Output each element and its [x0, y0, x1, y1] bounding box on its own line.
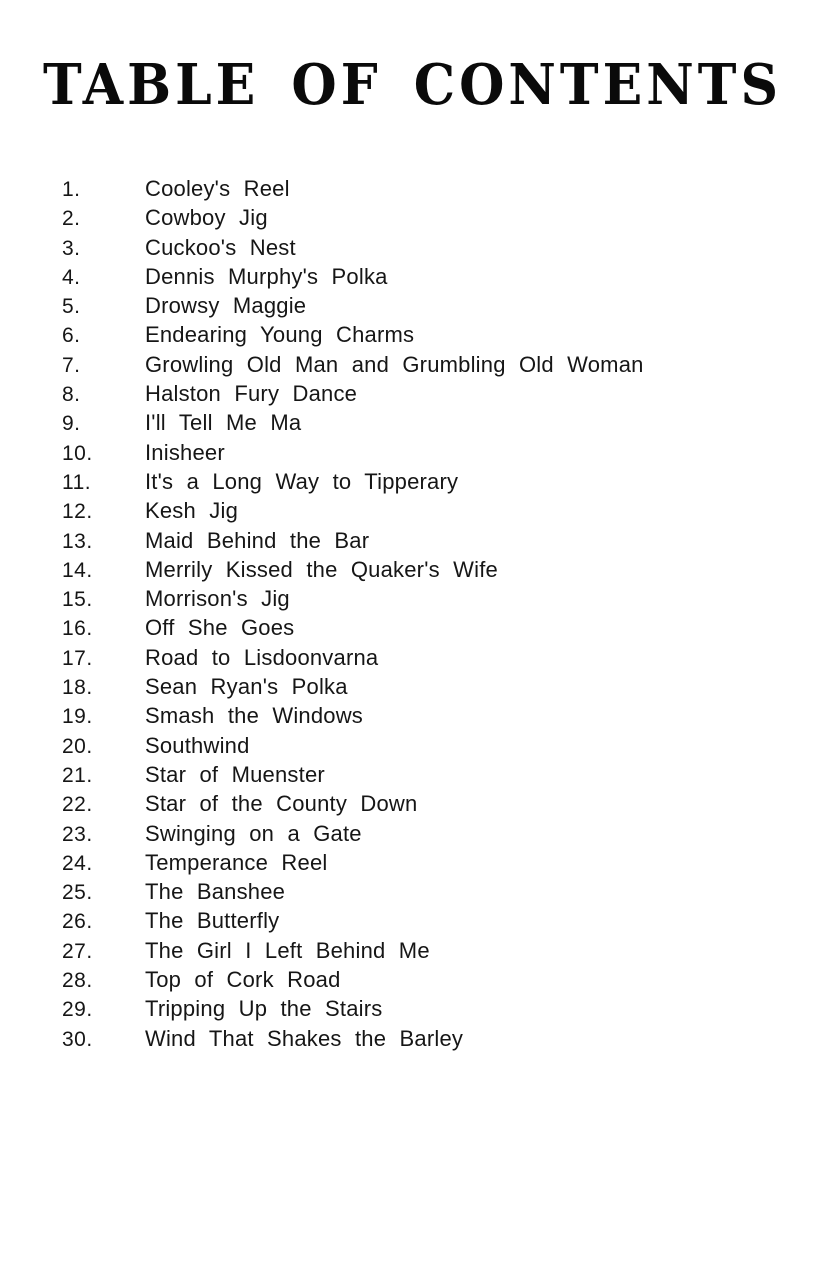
toc-entry-title: Cuckoo's Nest [145, 234, 296, 260]
toc-entry-title: Morrison's Jig [145, 586, 290, 612]
toc-entry-number: 13. [62, 529, 93, 553]
toc-entry-number: 17. [62, 646, 93, 670]
toc-entry-title: Merrily Kissed the Quaker's Wife [145, 556, 498, 582]
toc-entry [0, 555, 825, 584]
toc-entry-title: Temperance Reel [145, 849, 328, 875]
toc-entry-title: Southwind [145, 732, 250, 758]
toc-entry [0, 1024, 825, 1053]
toc-entry [0, 906, 825, 935]
toc-entry-number: 8. [62, 383, 81, 407]
toc-entry [0, 643, 825, 672]
toc-entry-number: 7. [62, 353, 81, 377]
toc-entry [0, 467, 825, 496]
toc-entry-number: 12. [62, 500, 93, 524]
page-title: TABLE OF CONTENTS [42, 52, 783, 118]
toc-entry-title: Growling Old Man and Grumbling Old Woman [145, 351, 644, 377]
toc-entry [0, 408, 825, 437]
toc-entry-number: 10. [62, 441, 93, 465]
toc-entry-title: Star of Muenster [145, 761, 325, 787]
toc-entry-number: 28. [62, 969, 93, 993]
toc-entry-title: Off She Goes [145, 615, 295, 641]
toc-entry [0, 291, 825, 320]
toc-entry-number: 19. [62, 705, 93, 729]
toc-entry [0, 438, 825, 467]
toc-entry [0, 848, 825, 877]
toc-entry [0, 526, 825, 555]
toc-entry-title: Smash the Windows [145, 703, 364, 729]
toc-list [0, 174, 825, 1053]
toc-entry-number: 2. [62, 207, 81, 231]
toc-entry-title: Star of the County Down [145, 791, 418, 817]
toc-entry-number: 16. [62, 617, 93, 641]
toc-entry [0, 701, 825, 730]
toc-entry-title: Maid Behind the Bar [145, 527, 370, 553]
toc-entry [0, 379, 825, 408]
toc-entry-number: 14. [62, 558, 93, 582]
toc-entry [0, 789, 825, 818]
toc-entry-title: Drowsy Maggie [145, 293, 307, 319]
toc-entry [0, 203, 825, 232]
toc-entry [0, 936, 825, 965]
toc-entry-number: 4. [62, 265, 81, 289]
toc-entry-number: 25. [62, 881, 93, 905]
toc-entry [0, 174, 825, 203]
toc-entry-number: 18. [62, 676, 93, 700]
toc-entry [0, 320, 825, 349]
toc-entry [0, 350, 825, 379]
toc-entry-number: 11. [62, 470, 92, 494]
toc-entry-number: 15. [62, 588, 93, 612]
toc-entry-number: 27. [62, 939, 93, 963]
toc-entry-title: Endearing Young Charms [145, 322, 415, 348]
toc-entry-title: The Butterfly [145, 908, 280, 934]
toc-entry-number: 26. [62, 910, 93, 934]
toc-entry-title: Swinging on a Gate [145, 820, 362, 846]
toc-entry-title: It's a Long Way to Tipperary [145, 468, 459, 494]
toc-entry-title: Inisheer [145, 439, 225, 465]
toc-entry [0, 233, 825, 262]
toc-entry [0, 731, 825, 760]
toc-entry-number: 21. [62, 763, 93, 787]
toc-entry-number: 23. [62, 822, 93, 846]
toc-entry-number: 22. [62, 793, 93, 817]
toc-entry-title: Wind That Shakes the Barley [145, 1025, 464, 1051]
toc-entry-number: 6. [62, 324, 81, 348]
toc-entry-title: Sean Ryan's Polka [145, 674, 348, 700]
toc-entry-title: I'll Tell Me Ma [145, 410, 302, 436]
toc-entry [0, 994, 825, 1023]
toc-entry-title: Cowboy Jig [145, 205, 268, 231]
toc-entry [0, 496, 825, 525]
toc-entry-title: Top of Cork Road [145, 967, 341, 993]
toc-entry [0, 819, 825, 848]
toc-entry-number: 20. [62, 734, 93, 758]
toc-entry [0, 262, 825, 291]
toc-entry-title: The Girl I Left Behind Me [145, 937, 430, 963]
toc-entry [0, 760, 825, 789]
toc-entry-title: Kesh Jig [145, 498, 239, 524]
toc-entry-title: Dennis Murphy's Polka [145, 263, 388, 289]
toc-entry-number: 29. [62, 998, 93, 1022]
toc-entry-number: 5. [62, 295, 81, 319]
toc-entry-title: The Banshee [145, 879, 286, 905]
toc-entry-title: Cooley's Reel [145, 176, 290, 201]
toc-entry-title: Halston Fury Dance [145, 381, 358, 407]
toc-entry [0, 672, 825, 701]
toc-entry [0, 613, 825, 642]
toc-entry-title: Tripping Up the Stairs [145, 996, 383, 1022]
toc-entry-number: 1. [62, 178, 81, 201]
toc-entry [0, 877, 825, 906]
toc-entry [0, 965, 825, 994]
toc-entry [0, 584, 825, 613]
toc-entry-number: 30. [62, 1027, 93, 1051]
toc-entry-number: 9. [62, 412, 81, 436]
toc-entry-title: Road to Lisdoonvarna [145, 644, 379, 670]
toc-entry-number: 3. [62, 236, 81, 260]
toc-entry-number: 24. [62, 851, 93, 875]
